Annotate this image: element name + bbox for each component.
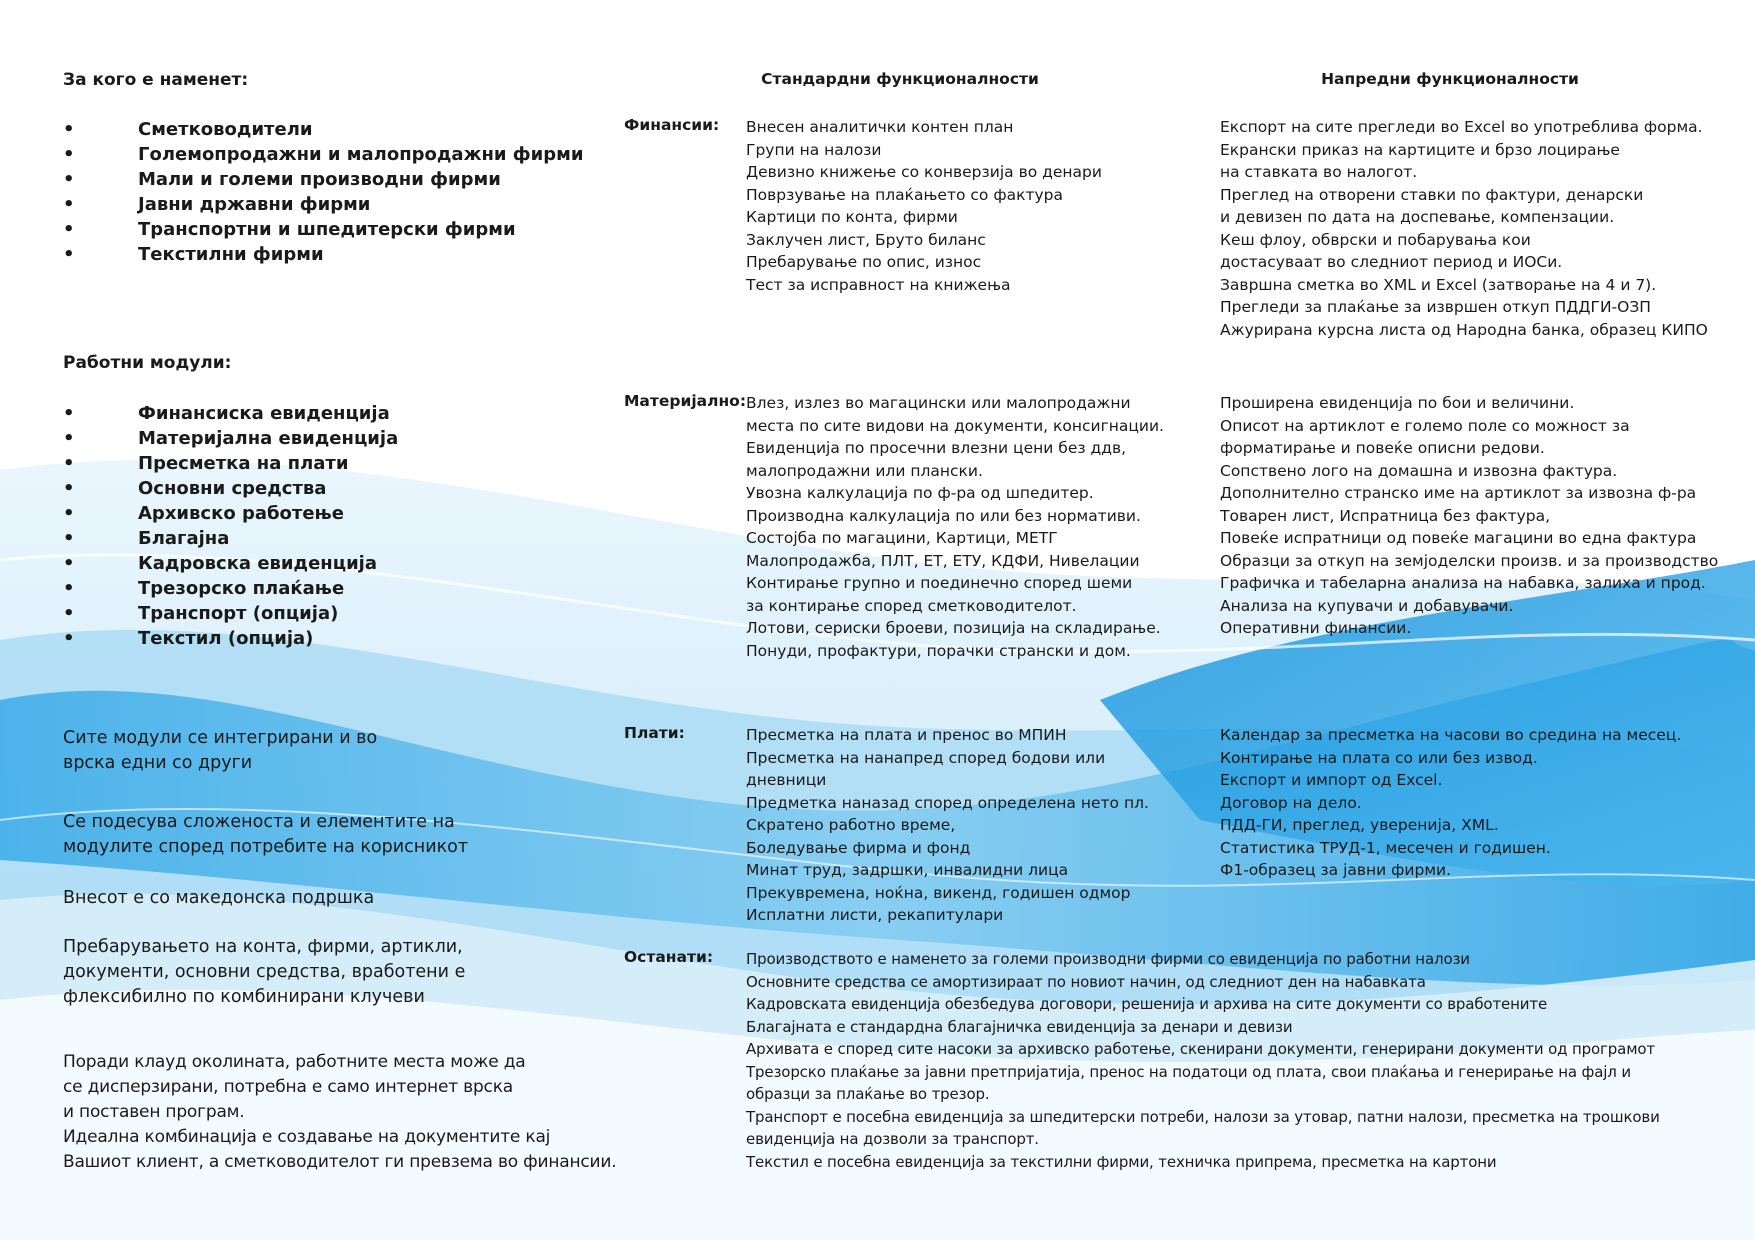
- list-item: • Материјална евиденција: [63, 426, 398, 451]
- list-item: Боледување фирма и фонд: [746, 838, 971, 857]
- list-item: Ажурирана курсна листа од Народна банка, образец КИПО: [1220, 320, 1708, 339]
- target-heading: За кого е наменет:: [63, 70, 249, 90]
- list-item: • Транспортни и шпедитерски фирми: [63, 217, 583, 242]
- list-item: Благајната е стандардна благајничка евиденција за денари и девизи: [746, 1017, 1293, 1036]
- list-item: Исплатни листи, рекапитулари: [746, 906, 1004, 924]
- list-item: Договор на дело.: [1220, 793, 1362, 812]
- list-item: • Архивско работење: [63, 501, 398, 526]
- list-item: Образци за откуп на земјоделски произв. и за производство: [1220, 551, 1719, 570]
- other-list: [746, 948, 1660, 1173]
- note-integration: Сите модули се интегрирани и во врска едни со други: [63, 728, 378, 773]
- list-item: Анализа на купувачи и добавувачи.: [1220, 596, 1514, 615]
- list-item: малопродажни или плански.: [746, 461, 983, 480]
- list-item: Екрански приказ на картиците и брзо лоцирање: [1220, 140, 1620, 159]
- salary-standard-list: [746, 724, 1149, 927]
- list-item: Сопствено лого на домашна и извозна фактура.: [1220, 461, 1618, 480]
- list-item: • Големопродажни и малопродажни фирми: [63, 142, 583, 167]
- list-item: Поврзување на плаќањето со фактура: [746, 185, 1063, 204]
- list-item: Графичка и табеларна анализа на набавка, залиха и прод.: [1220, 574, 1706, 592]
- list-item: Експорт на сите прегледи во Excel во употреблива форма.: [1220, 118, 1703, 136]
- list-item: • Благајна: [63, 526, 398, 551]
- section-label-material: Материјално:: [624, 392, 747, 410]
- list-item: Пребарување по опис, износ: [746, 253, 982, 271]
- list-item: • Текстилни фирми: [63, 242, 583, 267]
- section-label-salary: Плати:: [624, 724, 685, 742]
- list-item: Увозна калкулација по ф-ра од шпедитер.: [746, 484, 1094, 502]
- list-item: Внесен аналитички контен план: [746, 118, 1014, 136]
- material-standard-list: [746, 392, 1164, 662]
- list-item: Кадровската евиденција обезбедува договори, решенија и архива на сите документи со вработените: [746, 995, 1548, 1013]
- list-item: Групи на налози: [746, 140, 882, 159]
- modules-heading: Работни модули:: [63, 353, 232, 373]
- finance-advanced-list: [1220, 116, 1708, 341]
- list-item: форматирање и повеќе описни редови.: [1220, 439, 1545, 457]
- list-item: • Текстил (опција): [63, 626, 398, 651]
- standard-column-heading: Стандардни функционалности: [761, 70, 1039, 88]
- list-item: • Основни средства: [63, 476, 398, 501]
- salary-advanced-list: [1220, 724, 1681, 882]
- list-item: Завршна сметка во XML и Excel (затворање на 4 и 7).: [1220, 275, 1657, 294]
- list-item: на ставката во налогот.: [1220, 163, 1418, 181]
- note-cloud: Поради клауд околината, работните места може да се дисперзирани, потребна е само интернет врска и поставен програм. Идеална комбинација е создавање на документите кај Вашиот клиент, а сметководителот ги превзема во финансии.: [63, 1052, 617, 1172]
- list-item: Евиденција по просечни влезни цени без ддв,: [746, 439, 1127, 457]
- list-item: Лотови, сериски броеви, позиција на складирање.: [746, 619, 1161, 637]
- list-item: Календар за пресметка на часови во средина на месец.: [1220, 726, 1682, 744]
- list-item: • Трезорско плаќање: [63, 576, 398, 601]
- list-item: Прегледи за плаќање за извршен откуп ПДДГИ-ОЗП: [1220, 298, 1651, 316]
- finance-standard-list: [746, 116, 1102, 296]
- list-item: Скратено работно време,: [746, 816, 956, 834]
- list-item: Основните средства се амортизираат по новиот начин, од следниот ден на набавката: [746, 972, 1426, 991]
- list-item: Преглед на отворени ставки по фактури, денарски: [1220, 185, 1644, 204]
- list-item: Картици по конта, фирми: [746, 208, 958, 226]
- list-item: Текстил е посебна евиденција за текстилни фирми, техничка припрема, пресметка на картони: [746, 1152, 1497, 1171]
- list-item: Контирање групно и поединечно според шеми: [746, 574, 1133, 592]
- list-item: Статистика ТРУД-1, месечен и годишен.: [1220, 838, 1551, 857]
- section-label-other: Останати:: [624, 948, 714, 966]
- list-item: Предметка наназад според определена нето пл.: [746, 793, 1149, 812]
- list-item: Тест за исправност на книжења: [746, 275, 1011, 294]
- list-item: Малопродажба, ПЛТ, ЕТ, ЕТУ, КДФИ, Нивелации: [746, 551, 1140, 570]
- list-item: Производството е наменето за големи производни фирми со евиденција по работни налози: [746, 950, 1470, 968]
- list-item: Проширена евиденција по бои и величини.: [1220, 394, 1575, 412]
- list-item: Пресметка на плата и пренос во МПИН: [746, 726, 1067, 744]
- note-customization: Се подесува сложеноста и елементите на модулите според потребите на корисникот: [63, 812, 469, 857]
- list-item: Транспорт е посебна евиденција за шпедитерски потреби, налози за утовар, патни налози, пресметка на трошкови: [746, 1107, 1660, 1126]
- list-item: Повеќе испратници од повеќе магацини во една фактура: [1220, 529, 1697, 547]
- list-item: дневници: [746, 771, 827, 789]
- list-item: Прекувремена, ноќна, викенд, годишен одмор: [746, 883, 1131, 902]
- list-item: • Сметководители: [63, 117, 583, 142]
- list-item: ПДД-ГИ, преглед, уверенија, XML.: [1220, 816, 1499, 834]
- list-item: Оперативни финансии.: [1220, 619, 1412, 637]
- list-item: Кеш флоу, обврски и побарувања кои: [1220, 230, 1531, 249]
- list-item: Минат труд, задршки, инвалидни лица: [746, 861, 1069, 879]
- list-item: Експорт и импорт од Excel.: [1220, 771, 1443, 789]
- list-item: Понуди, профактури, порачки странски и дом.: [746, 641, 1131, 660]
- list-item: евиденција на дозволи за транспорт.: [746, 1130, 1039, 1148]
- list-item: • Мали и големи производни фирми: [63, 167, 583, 192]
- list-item: Дополнително странско име на артиклот за извозна ф-ра: [1220, 484, 1697, 502]
- list-item: Описот на артиклот е големо поле со можност за: [1220, 416, 1630, 435]
- list-item: Ф1-образец за јавни фирми.: [1220, 861, 1452, 879]
- list-item: Производна калкулација по или без нормативи.: [746, 506, 1141, 525]
- list-item: Пресметка на нанапред според бодови или: [746, 748, 1106, 767]
- section-label-finance: Финансии:: [624, 116, 720, 134]
- modules-list: [63, 401, 398, 651]
- list-item: Заклучен лист, Бруто биланс: [746, 230, 986, 249]
- note-search: Пребарувањето на конта, фирми, артикли, документи, основни средства, вработени е флексибилно по комбинирани клучеви: [63, 937, 466, 1007]
- list-item: • Кадровска евиденција: [63, 551, 398, 576]
- material-advanced-list: [1220, 392, 1718, 640]
- list-item: Влез, излез во магацински или малопродажни: [746, 394, 1131, 412]
- list-item: достасуваат во следниот период и ИОСи.: [1220, 253, 1563, 271]
- list-item: Архивата е според сите насоки за архивско работење, скенирани документи, генерирани документи од програмот: [746, 1040, 1655, 1058]
- list-item: Трезорско плаќање за јавни претпријатија, пренос на податоци од плата, свои плаќања и генерирање на фајл и: [746, 1062, 1631, 1081]
- list-item: и девизен по дата на доспевање, компензации.: [1220, 208, 1615, 226]
- list-item: Состојба по магацини, Картици, МЕТГ: [746, 529, 1058, 547]
- list-item: Девизно книжење со конверзија во денари: [746, 163, 1102, 181]
- target-list: [63, 117, 583, 267]
- advanced-column-heading: Напредни функционалности: [1321, 70, 1579, 88]
- list-item: • Транспорт (опција): [63, 601, 398, 626]
- list-item: Товарен лист, Испратница без фактура,: [1220, 506, 1551, 525]
- list-item: • Јавни државни фирми: [63, 192, 583, 217]
- list-item: Контирање на плата со или без извод.: [1220, 748, 1538, 767]
- list-item: образци за плаќање во трезор.: [746, 1085, 990, 1103]
- list-item: • Пресметка на плати: [63, 451, 398, 476]
- note-language: Внесот е со македонска подршка: [63, 888, 375, 908]
- list-item: места по сите видови на документи, консигнации.: [746, 416, 1164, 435]
- list-item: • Финансиска евиденција: [63, 401, 398, 426]
- list-item: за контирање според сметководителот.: [746, 596, 1077, 615]
